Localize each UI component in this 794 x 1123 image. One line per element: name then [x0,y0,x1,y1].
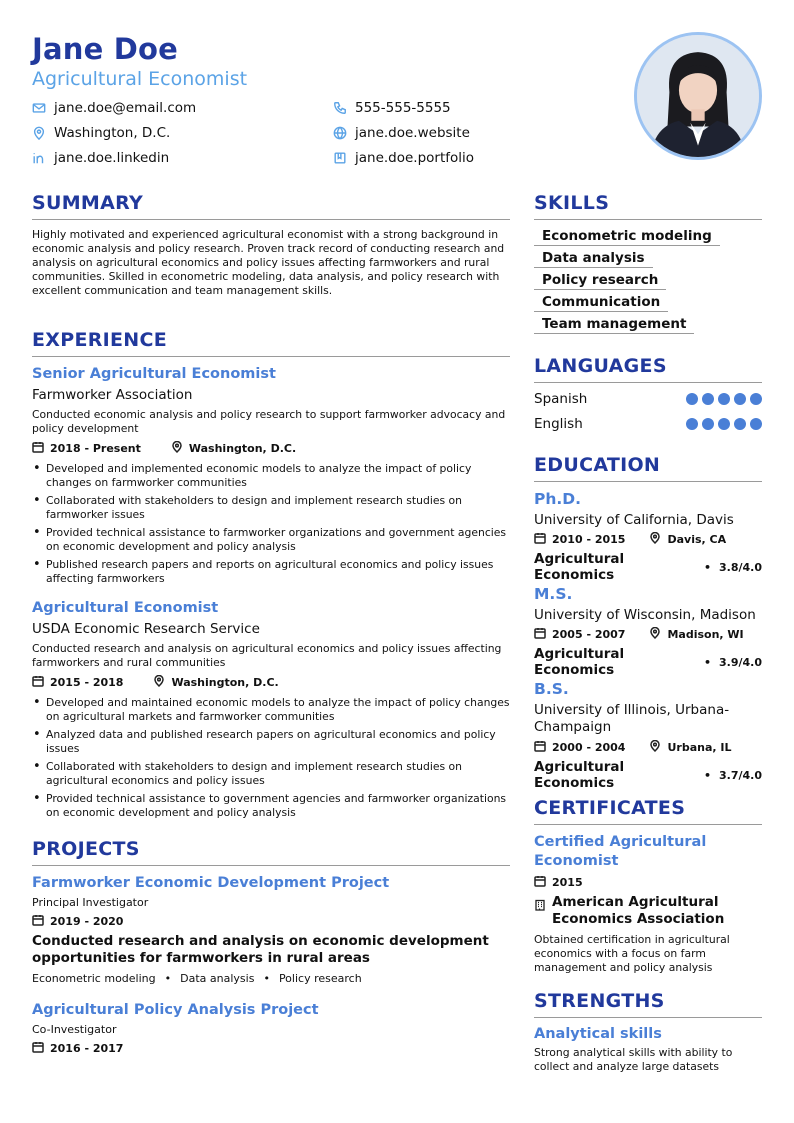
list-item: • Collaborated with stakeholders to design and implement research studies on farmworker issues [32,494,510,522]
job-org: Farmworker Association [32,387,193,403]
level-dot [702,393,714,405]
experience-divider [32,356,510,357]
education-item [534,490,762,583]
level-dot [750,393,762,405]
contact-phone[interactable] [333,100,451,116]
job-dates: 2018 - Present [50,442,141,455]
level-dot [734,418,746,430]
language-name: Spanish [534,391,588,407]
contact-location [32,125,170,141]
email-text: jane.doe@email.com [54,100,197,116]
project-tag: Data analysis [180,972,255,985]
strength-item [534,1026,762,1074]
certificate-meta [534,875,762,890]
job-org: USDA Economic Research Service [32,621,260,637]
level-dot [734,393,746,405]
skill-tag: Econometric modeling [534,228,720,246]
summary-text: Highly motivated and experienced agricultural economist with a strong background in economic analysis and policy research. Proven track record of conducting research and analysis on agricultural economics and policy issues affecting farmworkers and rural communities. Skilled in econometric modeling, data analysis, and policy research with excellent communication and team management skills. [32,228,505,297]
language-level [686,418,762,430]
contact-portfolio[interactable] [333,150,474,166]
projects-divider [32,865,510,866]
map-pin-icon [649,740,661,755]
job-meta [32,441,510,456]
skill-tag: Data analysis [534,250,653,268]
contact-linkedin[interactable] [32,150,169,166]
building-icon [534,896,546,915]
certificates-divider [534,824,762,825]
edu-separator: • [703,768,711,782]
phone-text: 555-555-5555 [355,100,451,116]
skills-divider [534,219,762,220]
job-bullets [32,462,510,586]
experience-heading: EXPERIENCE [32,329,168,351]
calendar-icon [534,875,546,890]
tag-separator: • [164,972,172,985]
level-dot [750,418,762,430]
map-pin-icon [153,675,165,690]
project-tag: Econometric modeling [32,972,156,985]
edu-dates: 2010 - 2015 [552,533,626,546]
language-level [686,393,762,405]
project-dates: 2016 - 2017 [50,1042,124,1055]
education-item [534,585,762,678]
edu-school: University of Illinois, Urbana-Champaign [534,702,730,735]
certificate-desc: Obtained certification in agricultural economics with a focus on farm management and policy analysis [534,933,730,974]
language-row [534,416,762,432]
skill-tag: Team management [534,316,694,334]
map-pin-icon [171,441,183,456]
contact-website[interactable] [333,125,470,141]
education-divider [534,481,762,482]
job-desc: Conducted research and analysis on agricultural economics and policy issues affecting farmworkers and rural communities [32,642,502,669]
edu-field: Agricultural Economics [534,759,625,791]
candidate-name: Jane Doe [32,32,179,66]
calendar-icon [32,1041,44,1056]
project-meta [32,914,510,929]
portfolio-text: jane.doe.portfolio [355,150,475,166]
edu-field-row [534,759,762,791]
job-title: Senior Agricultural Economist [32,366,276,382]
list-item: • Published research papers and reports on agricultural economics and policy issues affecting farmworkers [32,558,510,586]
skill-tag: Policy research [534,272,666,290]
job-location: Washington, D.C. [171,676,279,689]
summary-heading: SUMMARY [32,192,144,214]
map-pin-icon [649,532,661,547]
project-role: Co-Investigator [32,1023,117,1036]
edu-school: University of California, Davis [534,512,734,528]
experience-item [32,366,510,590]
portfolio-icon [333,151,347,165]
edu-meta [534,627,762,642]
strengths-heading: STRENGTHS [534,990,665,1012]
edu-field: Agricultural Economics [534,646,625,678]
linkedin-text: jane.doe.linkedin [54,150,170,166]
job-meta [32,675,510,690]
edu-school: University of Wisconsin, Madison [534,607,756,623]
envelope-icon [32,101,46,115]
certificate-year: 2015 [552,876,583,889]
job-bullets [32,696,510,820]
strength-desc: Strong analytical skills with ability to collect and analyze large datasets [534,1046,733,1073]
project-tags [32,972,510,986]
job-desc: Conducted economic analysis and policy research to support farmworker advocacy and policy development [32,408,506,435]
edu-gpa: 3.9/4.0 [719,655,762,669]
edu-location: Davis, CA [667,533,727,546]
edu-location: Madison, WI [667,628,744,641]
certificates-heading: CERTIFICATES [534,797,686,819]
strengths-divider [534,1017,762,1018]
edu-dates: 2000 - 2004 [552,741,626,754]
list-item: • Developed and maintained economic models to analyze the impact of policy changes on agricultural markets and farmworker communities [32,696,510,724]
calendar-icon [32,441,44,456]
project-desc: Conducted research and analysis on economic development opportunities for farmworkers in rural areas [32,933,489,966]
languages-divider [534,382,762,383]
location-text: Washington, D.C. [54,125,171,141]
projects-heading: PROJECTS [32,838,140,860]
languages-heading: LANGUAGES [534,355,667,377]
candidate-title: Agricultural Economist [32,68,248,90]
level-dot [686,418,698,430]
edu-field-row [534,646,762,678]
edu-meta [534,532,762,547]
globe-icon [333,126,347,140]
edu-degree: M.S. [534,585,573,603]
list-item: • Analyzed data and published research papers on agricultural economics and policy issues [32,728,510,756]
edu-degree: B.S. [534,680,569,698]
project-meta [32,1041,510,1056]
edu-field-row [534,551,762,583]
tag-separator: • [263,972,270,985]
job-title: Agricultural Economist [32,600,219,616]
level-dot [702,418,714,430]
list-item: • Provided technical assistance to government agencies and farmworker organizations on economic development and policy analysis [32,792,510,820]
level-dot [718,418,730,430]
strength-title: Analytical skills [534,1026,662,1042]
edu-dates: 2005 - 2007 [552,628,626,641]
project-item [32,875,510,986]
edu-gpa: 3.8/4.0 [719,560,762,574]
profile-photo [634,32,762,160]
linkedin-icon [32,151,46,165]
map-pin-icon [649,627,661,642]
calendar-icon [534,627,546,642]
skills-list [534,228,720,334]
language-row [534,391,762,407]
project-item [32,1002,510,1056]
edu-field: Agricultural Economics [534,551,625,583]
job-location: Washington, D.C. [188,442,297,455]
map-pin-icon [32,126,46,140]
list-item: • Provided technical assistance to farmworker organizations and government agencies on economic development and policy analysis [32,526,510,554]
contact-email[interactable] [32,100,196,116]
calendar-icon [32,675,44,690]
edu-separator: • [703,655,711,669]
project-dates: 2019 - 2020 [50,915,124,928]
calendar-icon [534,532,546,547]
certificate-title: Certified Agricultural Economist [534,834,707,869]
edu-meta [534,740,762,755]
certificate-issuer-row [534,894,762,928]
website-text: jane.doe.website [355,125,470,141]
certificate-item [534,833,762,975]
calendar-icon [534,740,546,755]
language-name: English [534,416,583,432]
certificate-issuer: American Agricultural Economics Association [552,894,725,927]
calendar-icon [32,914,44,929]
summary-divider [32,219,510,220]
skill-tag: Communication [534,294,668,312]
project-tag: Policy research [278,972,362,985]
person-portrait-icon [637,35,759,157]
job-dates: 2015 - 2018 [50,676,124,689]
education-item [534,680,762,791]
phone-icon [333,101,347,115]
edu-separator: • [703,560,711,574]
level-dot [686,393,698,405]
list-item: • Collaborated with stakeholders to design and implement research studies on agricultural economics and policy issues [32,760,510,788]
level-dot [718,393,730,405]
education-heading: EDUCATION [534,454,661,476]
project-title: Farmworker Economic Development Project [32,875,390,891]
edu-degree: Ph.D. [534,490,582,508]
experience-item [32,600,510,824]
project-role: Principal Investigator [32,896,149,909]
list-item: • Developed and implemented economic models to analyze the impact of policy changes on farmworker communities [32,462,510,490]
project-title: Agricultural Policy Analysis Project [32,1002,319,1018]
edu-location: Urbana, IL [667,741,732,754]
edu-gpa: 3.7/4.0 [719,768,762,782]
skills-heading: SKILLS [534,192,610,214]
